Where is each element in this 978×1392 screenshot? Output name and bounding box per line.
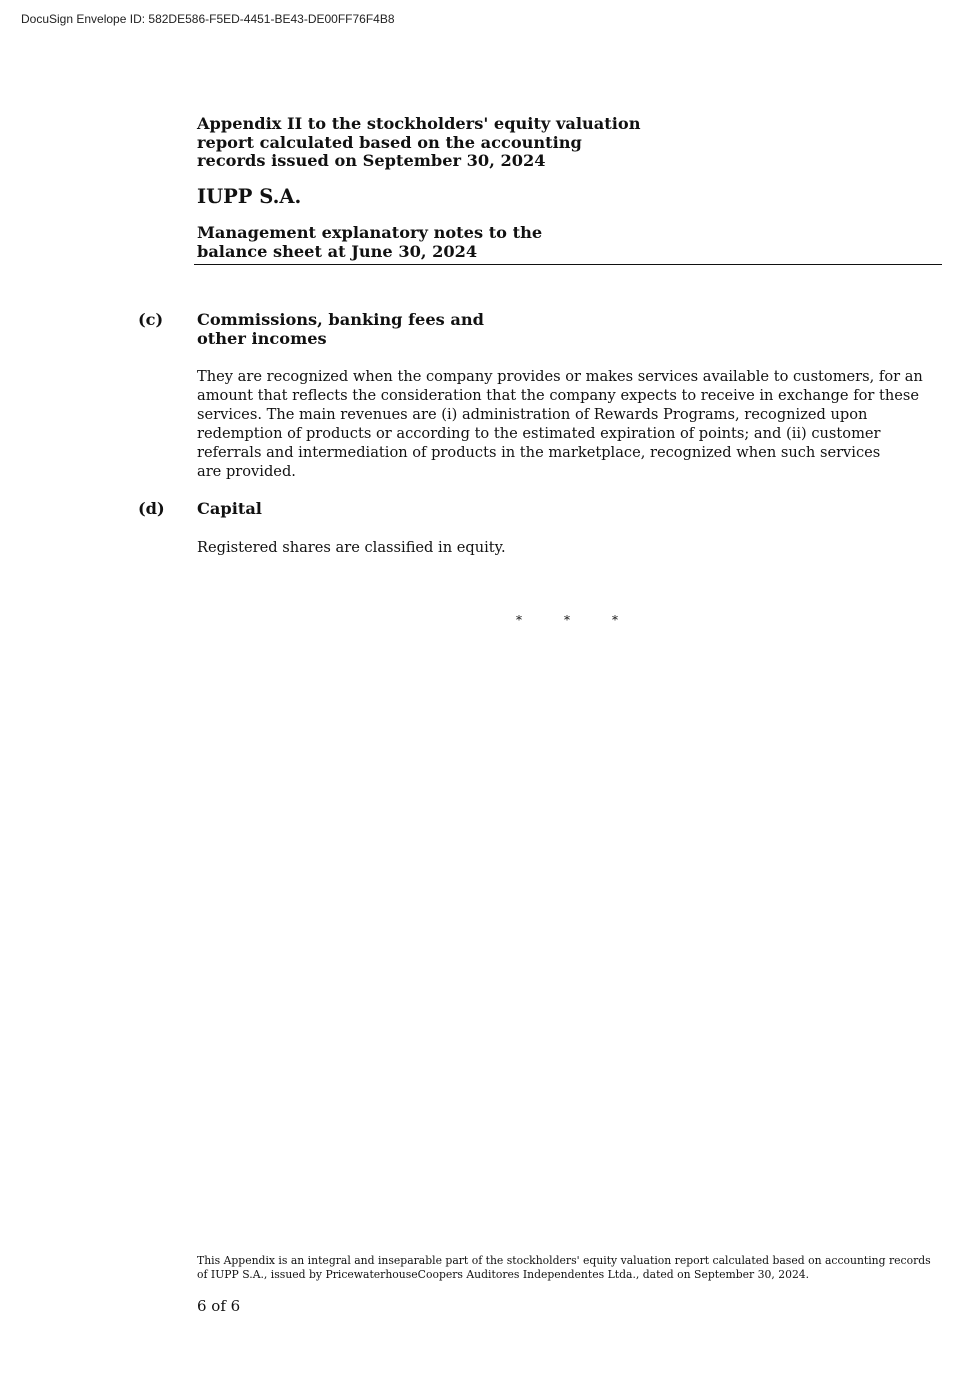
footer-note-line: This Appendix is an integral and inseparable part of the stockholders' equity valuation report calculated based on accounting records xyxy=(197,1254,931,1267)
header-rule xyxy=(194,264,942,265)
asterisk-mark: * xyxy=(564,613,570,627)
section-c-title-line: Commissions, banking fees and xyxy=(197,310,484,329)
appendix-title-line: Appendix II to the stockholders' equity valuation xyxy=(197,114,641,133)
footer-note xyxy=(197,1254,931,1282)
asterisk-mark: * xyxy=(516,613,522,627)
section-d-label: (d) xyxy=(138,499,165,518)
notes-heading xyxy=(197,224,542,261)
section-d-body xyxy=(197,538,506,557)
appendix-title xyxy=(197,115,757,171)
section-c-title xyxy=(197,311,484,349)
paragraph-line: redemption of products or according to the estimated expiration of points; and (ii) customer xyxy=(197,425,881,442)
asterisk-mark: * xyxy=(612,613,618,627)
docusign-envelope-id: DocuSign Envelope ID: 582DE586-F5ED-4451-BE43-DE00FF76F4B8 xyxy=(21,12,395,26)
paragraph-line: are provided. xyxy=(197,463,296,480)
paragraph-line: amount that reflects the consideration that the company expects to receive in exchange for these xyxy=(197,387,920,404)
section-c-label: (c) xyxy=(138,310,164,329)
section-c-body xyxy=(197,367,923,481)
section-d-title-line: Capital xyxy=(197,499,262,518)
notes-heading-line: balance sheet at June 30, 2024 xyxy=(197,241,478,261)
paragraph-line: Registered shares are classified in equity. xyxy=(197,539,506,556)
paragraph-line: referrals and intermediation of products in the marketplace, recognized when such services xyxy=(197,444,881,461)
section-c-title-line: other incomes xyxy=(197,328,327,348)
page-number: 6 of 6 xyxy=(197,1297,241,1315)
company-name: IUPP S.A. xyxy=(197,185,302,208)
paragraph-line: They are recognized when the company provides or makes services available to customers, for an xyxy=(197,368,923,385)
footer-note-line: of IUPP S.A., issued by PricewaterhouseCoopers Auditores Independentes Ltda., dated on September 30, 2024. xyxy=(197,1268,810,1281)
section-d-title xyxy=(197,500,262,519)
notes-heading-line: Management explanatory notes to the xyxy=(197,223,543,242)
paragraph-line: services. The main revenues are (i) administration of Rewards Programs, recognized upon xyxy=(197,406,868,423)
appendix-title-line: records issued on September 30, 2024 xyxy=(197,151,546,171)
appendix-title-line: report calculated based on the accounting xyxy=(197,132,582,152)
